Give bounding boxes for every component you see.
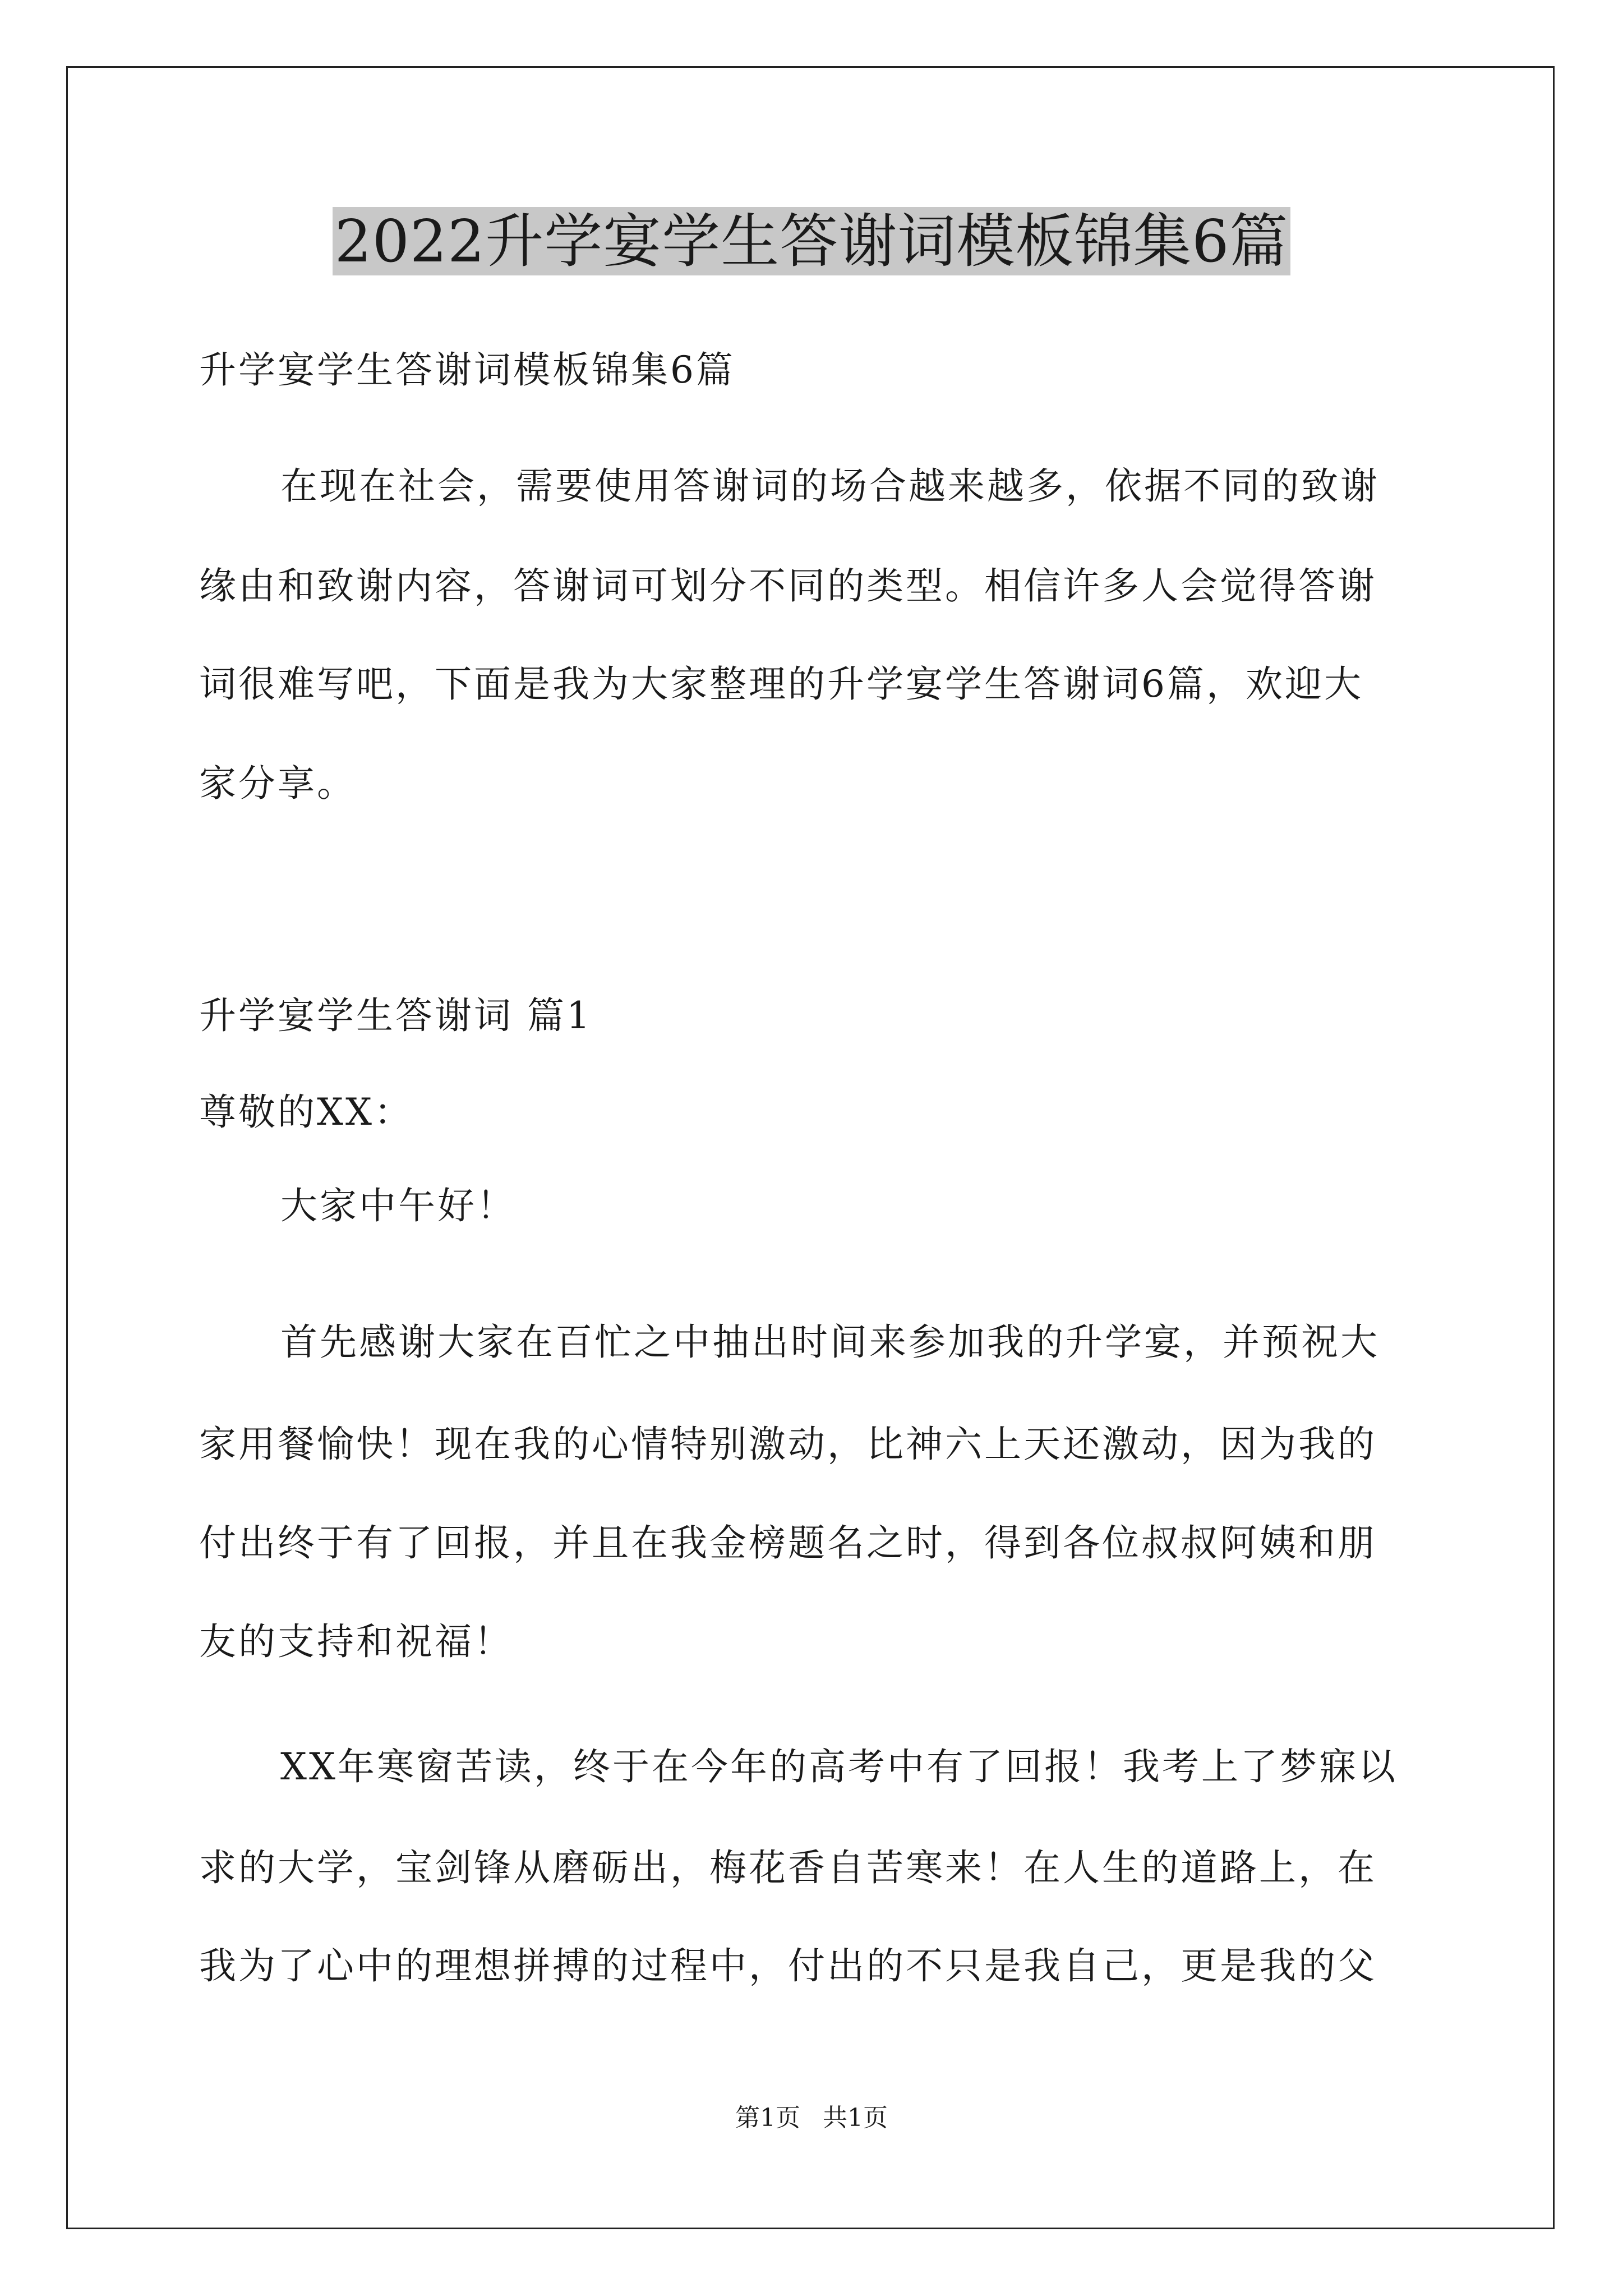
paragraph-line: 缘由和致谢内容，答谢词可划分不同的类型。相信许多人会觉得答谢: [199, 564, 1377, 608]
paragraph-line: 首先感谢大家在百忙之中抽出时间来参加我的升学宴，并预祝大: [280, 1320, 1380, 1364]
paragraph-line: 付出终于有了回报，并且在我金榜题名之时，得到各位叔叔阿姨和朋: [199, 1521, 1377, 1565]
paragraph-line: XX年寒窗苦读，终于在今年的高考中有了回报！我考上了梦寐以: [280, 1745, 1398, 1788]
page-number-current: 第1页: [735, 2104, 800, 2132]
paragraph-line: 家用餐愉快！现在我的心情特别激动，比神六上天还激动，因为我的: [199, 1423, 1377, 1466]
salutation-line: 尊敬的XX：: [199, 1091, 413, 1134]
paragraph-line: 友的支持和祝福！: [199, 1620, 513, 1663]
document-title-text: 2022升学宴学生答谢词模板锦集6篇: [333, 207, 1291, 275]
subtitle-line: 升学宴学生答谢词模板锦集6篇: [199, 348, 735, 392]
section-heading: 升学宴学生答谢词 篇1: [199, 994, 592, 1037]
paragraph-line: 求的大学，宝剑锋从磨砺出，梅花香自苦寒来！在人生的道路上，在: [199, 1846, 1377, 1889]
paragraph-line: 在现在社会，需要使用答谢词的场合越来越多，依据不同的致谢: [280, 464, 1380, 508]
paragraph-line: 词很难写吧，下面是我为大家整理的升学宴学生答谢词6篇，欢迎大: [199, 662, 1363, 706]
paragraph-line: 我为了心中的理想拼搏的过程中，付出的不只是我自己，更是我的父: [199, 1944, 1377, 1987]
paragraph-line: 大家中午好！: [280, 1184, 516, 1227]
document-title: [0, 205, 1623, 278]
page-number-total: 共1页: [823, 2104, 888, 2132]
page-footer: [0, 2102, 1623, 2134]
paragraph-line: 家分享。: [199, 762, 356, 805]
